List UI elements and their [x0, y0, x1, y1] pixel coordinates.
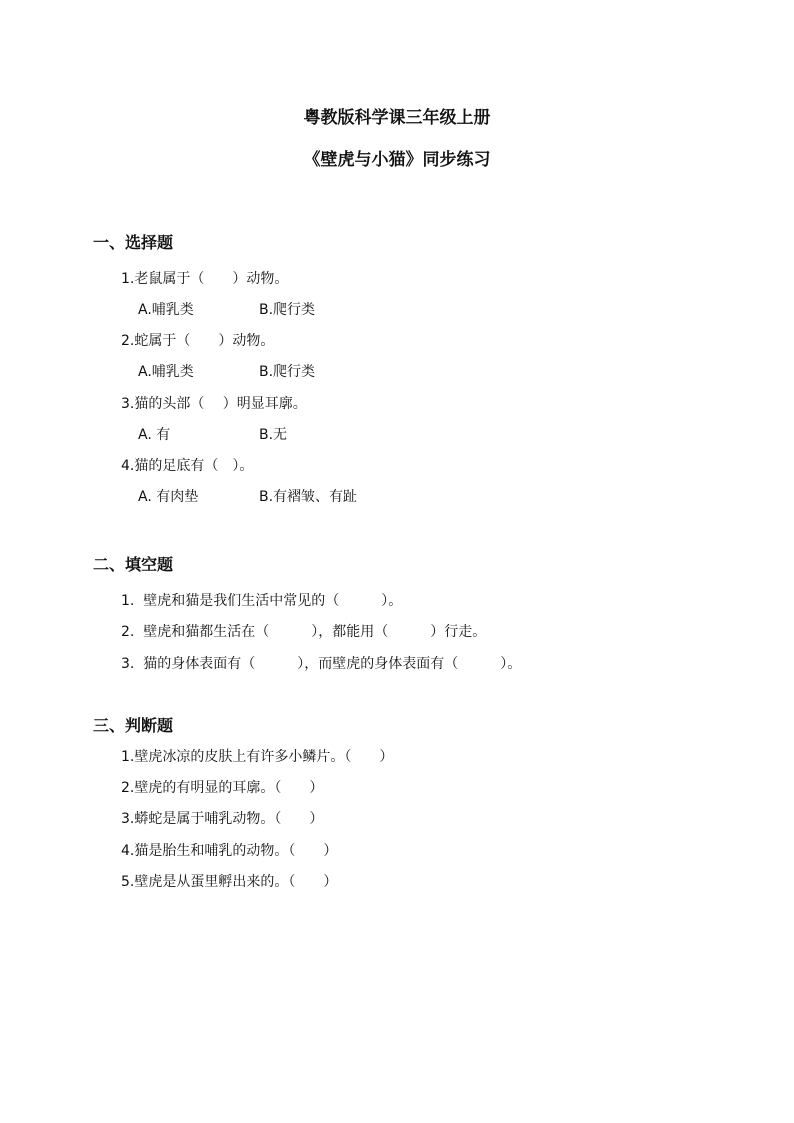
choice-question-2: 2.蛇属于（ ）动物。 — [121, 333, 275, 349]
fill-question-3: 3. 猫的身体表面有（ ），而壁虎的身体表面有（ ）。 — [121, 656, 522, 672]
choice-option-2b: B.爬行类 — [259, 364, 316, 380]
judge-question-1: 1.壁虎冰凉的皮肤上有许多小鳞片。（ ） — [121, 749, 394, 765]
choice-option-3b: B.无 — [259, 427, 288, 443]
choice-option-3a: A. 有 — [138, 427, 171, 443]
fill-question-2: 2. 壁虎和猫都生活在（ ），都能用（ ）行走。 — [121, 624, 487, 640]
section-heading-fill: 二、填空题 — [93, 555, 174, 574]
choice-option-4b: B.有褶皱、有趾 — [259, 489, 358, 505]
page-subtitle: 《壁虎与小猫》同步练习 — [303, 150, 491, 170]
judge-question-4: 4.猫是胎生和哺乳的动物。（ ） — [121, 843, 338, 859]
choice-question-4: 4.猫的足底有（ ）。 — [121, 458, 254, 474]
fill-question-1: 1. 壁虎和猫是我们生活中常见的（ ）。 — [121, 593, 403, 609]
choice-question-1: 1.老鼠属于（ ）动物。 — [121, 271, 289, 287]
judge-question-5: 5.壁虎是从蛋里孵出来的。（ ） — [121, 874, 338, 890]
choice-option-1a: A.哺乳类 — [138, 302, 194, 318]
section-heading-choice: 一、选择题 — [93, 233, 174, 252]
section-heading-judge: 三、判断题 — [93, 716, 174, 735]
judge-question-2: 2.壁虎的有明显的耳廓。（ ） — [121, 780, 324, 796]
choice-option-1b: B.爬行类 — [259, 302, 316, 318]
page-title: 粤教版科学课三年级上册 — [303, 108, 491, 128]
choice-question-3: 3.猫的头部（ ）明显耳廓。 — [121, 396, 307, 412]
choice-option-2a: A.哺乳类 — [138, 364, 194, 380]
judge-question-3: 3.蟒蛇是属于哺乳动物。（ ） — [121, 811, 324, 827]
choice-option-4a: A. 有肉垫 — [138, 489, 199, 505]
